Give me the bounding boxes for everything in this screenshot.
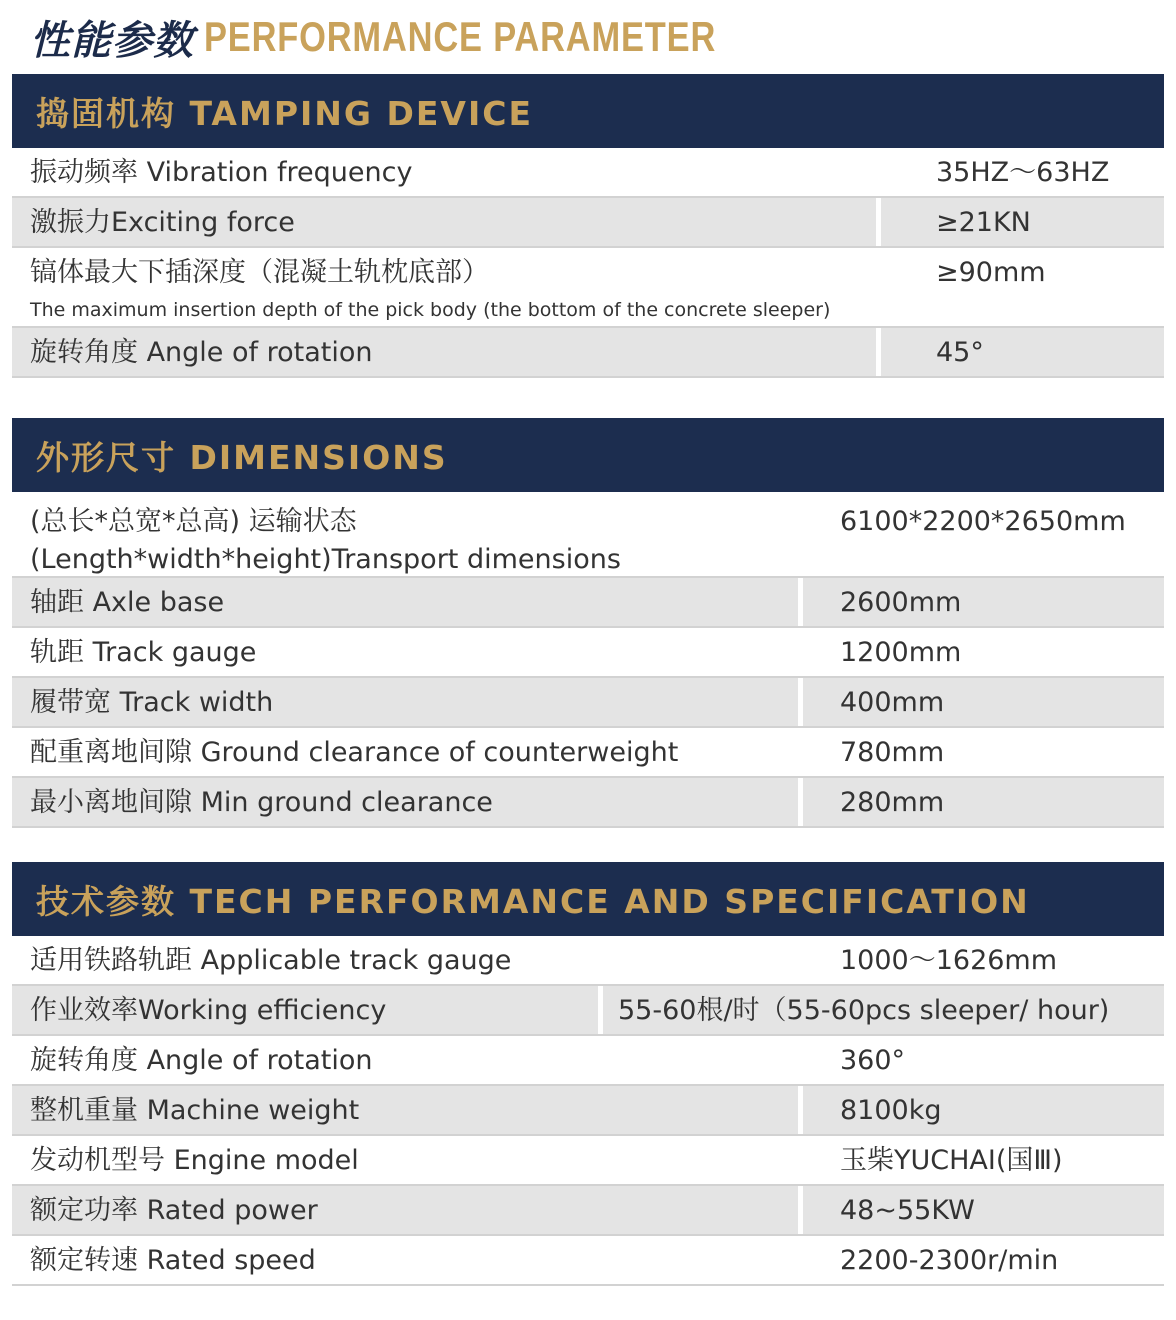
row-value: 780mm (840, 737, 945, 768)
table-row (12, 1086, 1164, 1136)
row-label: 配重离地间隙 Ground clearance of counterweight (30, 737, 679, 768)
row-label: 适用铁路轨距 Applicable track gauge (30, 945, 512, 976)
table-row (12, 148, 1164, 198)
column-divider (798, 578, 803, 626)
row-value: 6100*2200*2650mm (840, 506, 1126, 537)
row-value: 玉柴YUCHAI(国Ⅲ) (840, 1145, 1063, 1176)
table-row (12, 778, 1164, 828)
section-dimensions (12, 418, 1164, 828)
page-title (30, 8, 829, 66)
table-row (12, 1036, 1164, 1086)
section-tamping-device (12, 74, 1164, 378)
column-divider (798, 1186, 803, 1234)
row-label: 额定转速 Rated speed (30, 1245, 316, 1276)
section-header: 捣固机构 TAMPING DEVICE (12, 74, 1164, 148)
row-value: 8100kg (840, 1095, 942, 1126)
section-header: 外形尺寸 DIMENSIONS (12, 418, 1164, 492)
column-divider (798, 778, 803, 826)
column-divider (798, 1086, 803, 1134)
page-title-zh: 性能参数 (30, 17, 194, 64)
row-label: 轴距 Axle base (30, 587, 225, 618)
row-label-line2: (Length*width*height)Transport dimensions (30, 544, 621, 575)
row-value: 35HZ～63HZ (936, 157, 1110, 188)
row-sublabel: The maximum insertion depth of the pick body (the bottom of the concrete sleeper) (30, 299, 831, 321)
row-label: 作业效率Working efficiency (30, 995, 387, 1026)
row-value: 1200mm (840, 637, 962, 668)
section-header: 技术参数 TECH PERFORMANCE AND SPECIFICATION (12, 862, 1164, 936)
column-divider (876, 328, 881, 376)
row-value: ≥21KN (936, 207, 1031, 238)
column-divider (798, 678, 803, 726)
table-row (12, 678, 1164, 728)
row-label: 镐体最大下插深度（混凝土轨枕底部） (30, 257, 489, 288)
row-value: 48~55KW (840, 1195, 975, 1226)
table-row (12, 328, 1164, 378)
row-value: 360° (840, 1045, 906, 1076)
row-label: 最小离地间隙 Min ground clearance (30, 787, 493, 818)
row-label: 激振力Exciting force (30, 207, 295, 238)
row-label: 振动频率 Vibration frequency (30, 157, 413, 188)
table-row (12, 1186, 1164, 1236)
row-value: 2200-2300r/min (840, 1245, 1059, 1276)
row-label: 旋转角度 Angle of rotation (30, 1045, 373, 1076)
row-value: 400mm (840, 687, 945, 718)
table-row (12, 492, 1164, 578)
row-label: 旋转角度 Angle of rotation (30, 337, 373, 368)
row-label: 额定功率 Rated power (30, 1195, 318, 1226)
table-row (12, 1236, 1164, 1286)
table-row (12, 578, 1164, 628)
row-value: 2600mm (840, 587, 962, 618)
row-label: 轨距 Track gauge (30, 637, 257, 668)
table-row (12, 986, 1164, 1036)
table-row (12, 936, 1164, 986)
column-divider (598, 986, 603, 1034)
row-value: 55-60根/时（55-60pcs sleeper/ hour) (618, 995, 1110, 1026)
row-label: 发动机型号 Engine model (30, 1145, 359, 1176)
page-title-en: PERFORMANCE PARAMETER (204, 13, 717, 60)
table-row (12, 728, 1164, 778)
table-row (12, 1136, 1164, 1186)
row-value: 280mm (840, 787, 945, 818)
section-tech-specification (12, 862, 1164, 1286)
row-value: 1000～1626mm (840, 945, 1058, 976)
table-row (12, 198, 1164, 248)
row-label: 整机重量 Machine weight (30, 1095, 360, 1126)
row-label: 履带宽 Track width (30, 687, 274, 718)
row-value: 45° (936, 337, 984, 368)
column-divider (876, 198, 881, 246)
table-row (12, 628, 1164, 678)
row-value: ≥90mm (936, 257, 1046, 288)
row-label: (总长*总宽*总高) 运输状态 (30, 506, 357, 537)
table-row (12, 248, 1164, 328)
